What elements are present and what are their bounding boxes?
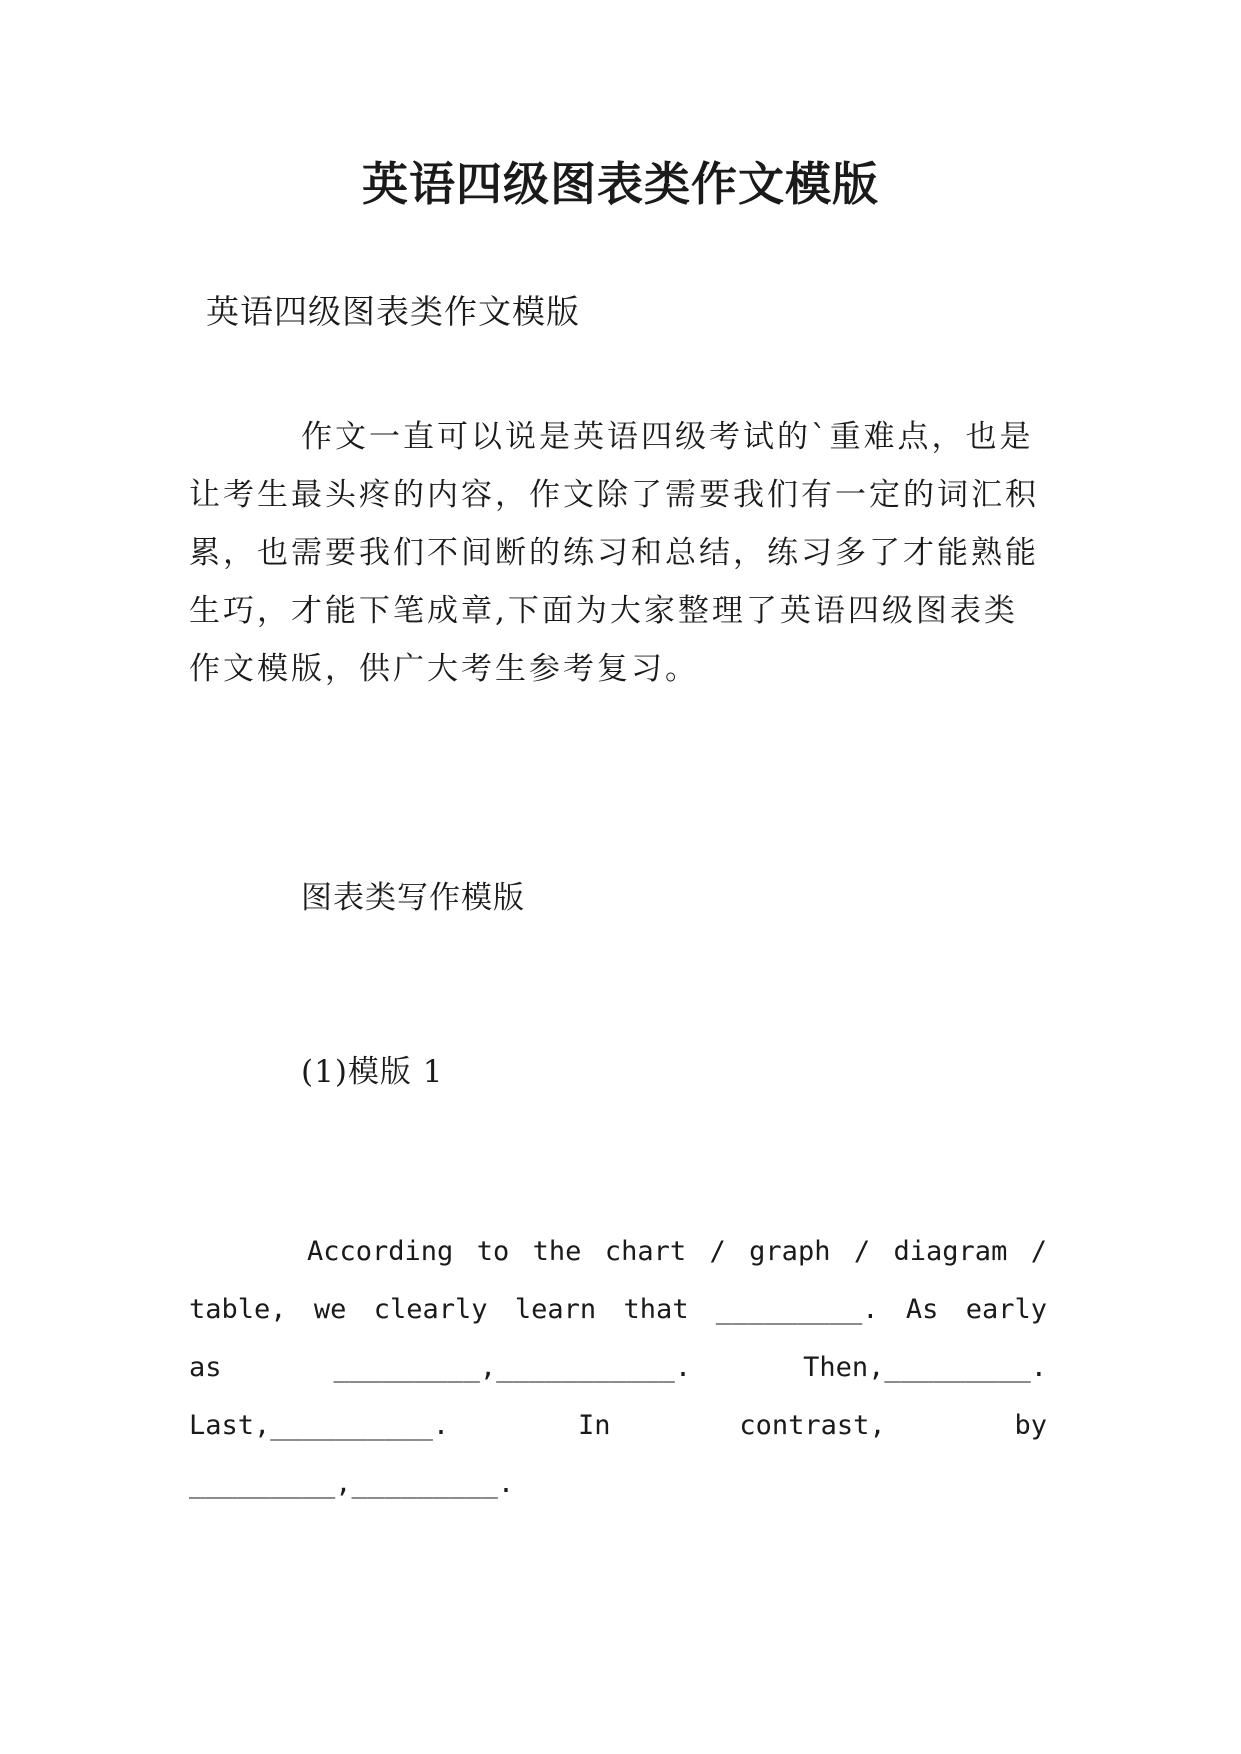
document-subtitle: 英语四级图表类作文模版	[206, 292, 580, 331]
template-label: (1)模版 1	[301, 1054, 444, 1090]
section-heading: 图表类写作模版	[301, 880, 525, 916]
template-paragraph: According to the chart / graph / diagram / table, we clearly learn that _________. As early as _________,___________. Then,_________. Last,__________. In contrast, by _________,_________.	[189, 1236, 1047, 1499]
intro-paragraph: 作文一直可以说是英语四级考试的`重难点，也是让考生最头疼的内容，作文除了需要我们有一定的词汇积累，也需要我们不间断的练习和总结，练习多了才能熟能生巧，才能下笔成章,下面为大家整理了英语四级图表类作文模版，供广大考生参考复习。	[189, 419, 1039, 687]
document-title: 英语四级图表类作文模版	[362, 157, 879, 211]
